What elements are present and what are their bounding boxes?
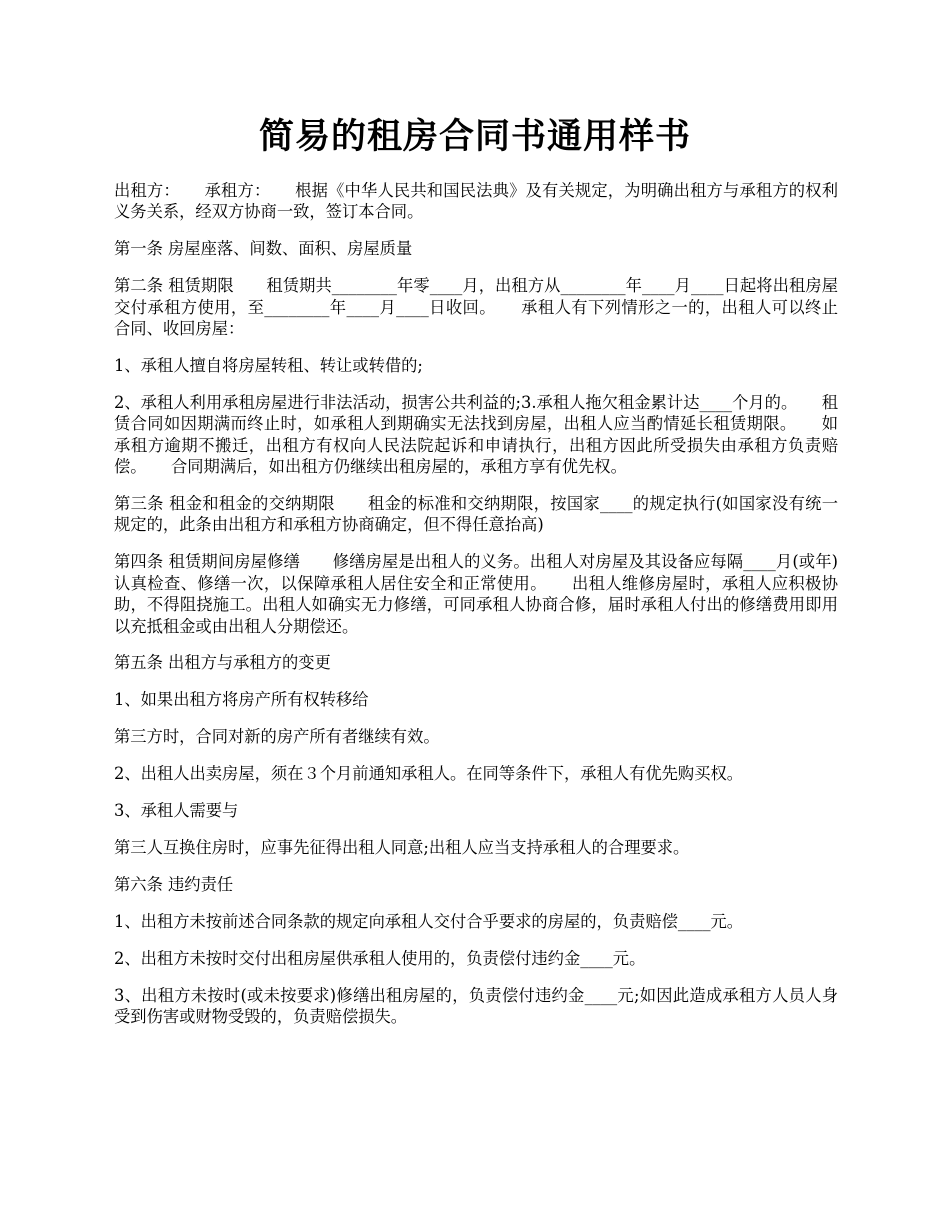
article-5-item-3: 3、承租人需要与 (114, 801, 239, 821)
article-6-item-2: 2、出租方未按时交付出租房屋供承租人使用的，负责偿付违约金____元。 (114, 948, 646, 968)
document-title: 简易的租房合同书通用样书 (258, 116, 691, 157)
article-4-paragraph: 第四条 租赁期间房屋修缮 修缮房屋是出租人的义务。出租人对房屋及其设备应每隔____月(或年)认真检查、修缮一次，以保障承租人居住安全和正常使用。 出租人维修房屋时，承租人应积极协助，不得阻挠施工。出租人如确实无力修缮，可同承租人协商合修，届时承租人付出的修缮费用即用以充抵租金或由出租人分期偿还。 (114, 552, 838, 636)
article-5-item-2: 2、出租人出卖房屋，须在３个月前通知承租人。在同等条件下，承租人有优先购买权。 (114, 764, 744, 784)
article-1-heading: 第一条 房屋座落、间数、面积、房屋质量 (114, 239, 413, 259)
article-5-heading: 第五条 出租方与承租方的变更 (114, 653, 331, 673)
article-3-paragraph: 第三条 租金和租金的交纳期限 租金的标准和交纳期限，按国家____的规定执行(如国家没有统一规定的，此条由出租方和承租方协商确定，但不得任意抬高) (114, 493, 838, 535)
document-body (114, 180, 838, 1043)
article-5-item-1: 1、如果出租方将房产所有权转移给 (114, 690, 369, 710)
article-2-item-1: 1、承租人擅自将房屋转租、转让或转借的; (114, 355, 423, 375)
article-2-item-2: 2、承租人利用承租房屋进行非法活动，损害公共利益的;3.承租人拖欠租金累计达____个月的。 租赁合同如因期满而终止时，如承租人到期确实无法找到房屋，出租人应当酌情延长租赁期限。 如承租方逾期不搬迁，出租方有权向人民法院起诉和申请执行，出租方因此所受损失由承租方负责赔偿。 合同期满后，如出租方仍继续出租房屋的，承租方享有优先权。 (114, 392, 838, 477)
article-6-item-3: 3、出租方未按时(或未按要求)修缮出租房屋的，负责偿付违约金____元;如因此造成承租方人员人身受到伤害或财物受毁的，负责赔偿损失。 (114, 985, 838, 1026)
article-5-item-3-continued: 第三人互换住房时，应事先征得出租人同意;出租人应当支持承租人的合理要求。 (114, 837, 690, 857)
intro-paragraph: 出租方： 承租方： 根据《中华人民共和国民法典》及有关规定，为明确出租方与承租方的权利义务关系，经双方协商一致，签订本合同。 (114, 181, 838, 222)
article-6-heading: 第六条 违约责任 (114, 874, 234, 894)
article-2-paragraph: 第二条 租赁期限 租赁期共________年零____月，出租方从________年____月____日起将出租房屋交付承租方使用，至________年____月____日收回。 承租人有下列情形之一的，出租人可以终止合同、收回房屋： (114, 276, 838, 339)
article-5-item-1-continued: 第三方时，合同对新的房产所有者继续有效。 (114, 727, 440, 747)
article-6-item-1: 1、出租方未按前述合同条款的规定向承租人交付合乎要求的房屋的，负责赔偿____元。 (114, 911, 744, 931)
